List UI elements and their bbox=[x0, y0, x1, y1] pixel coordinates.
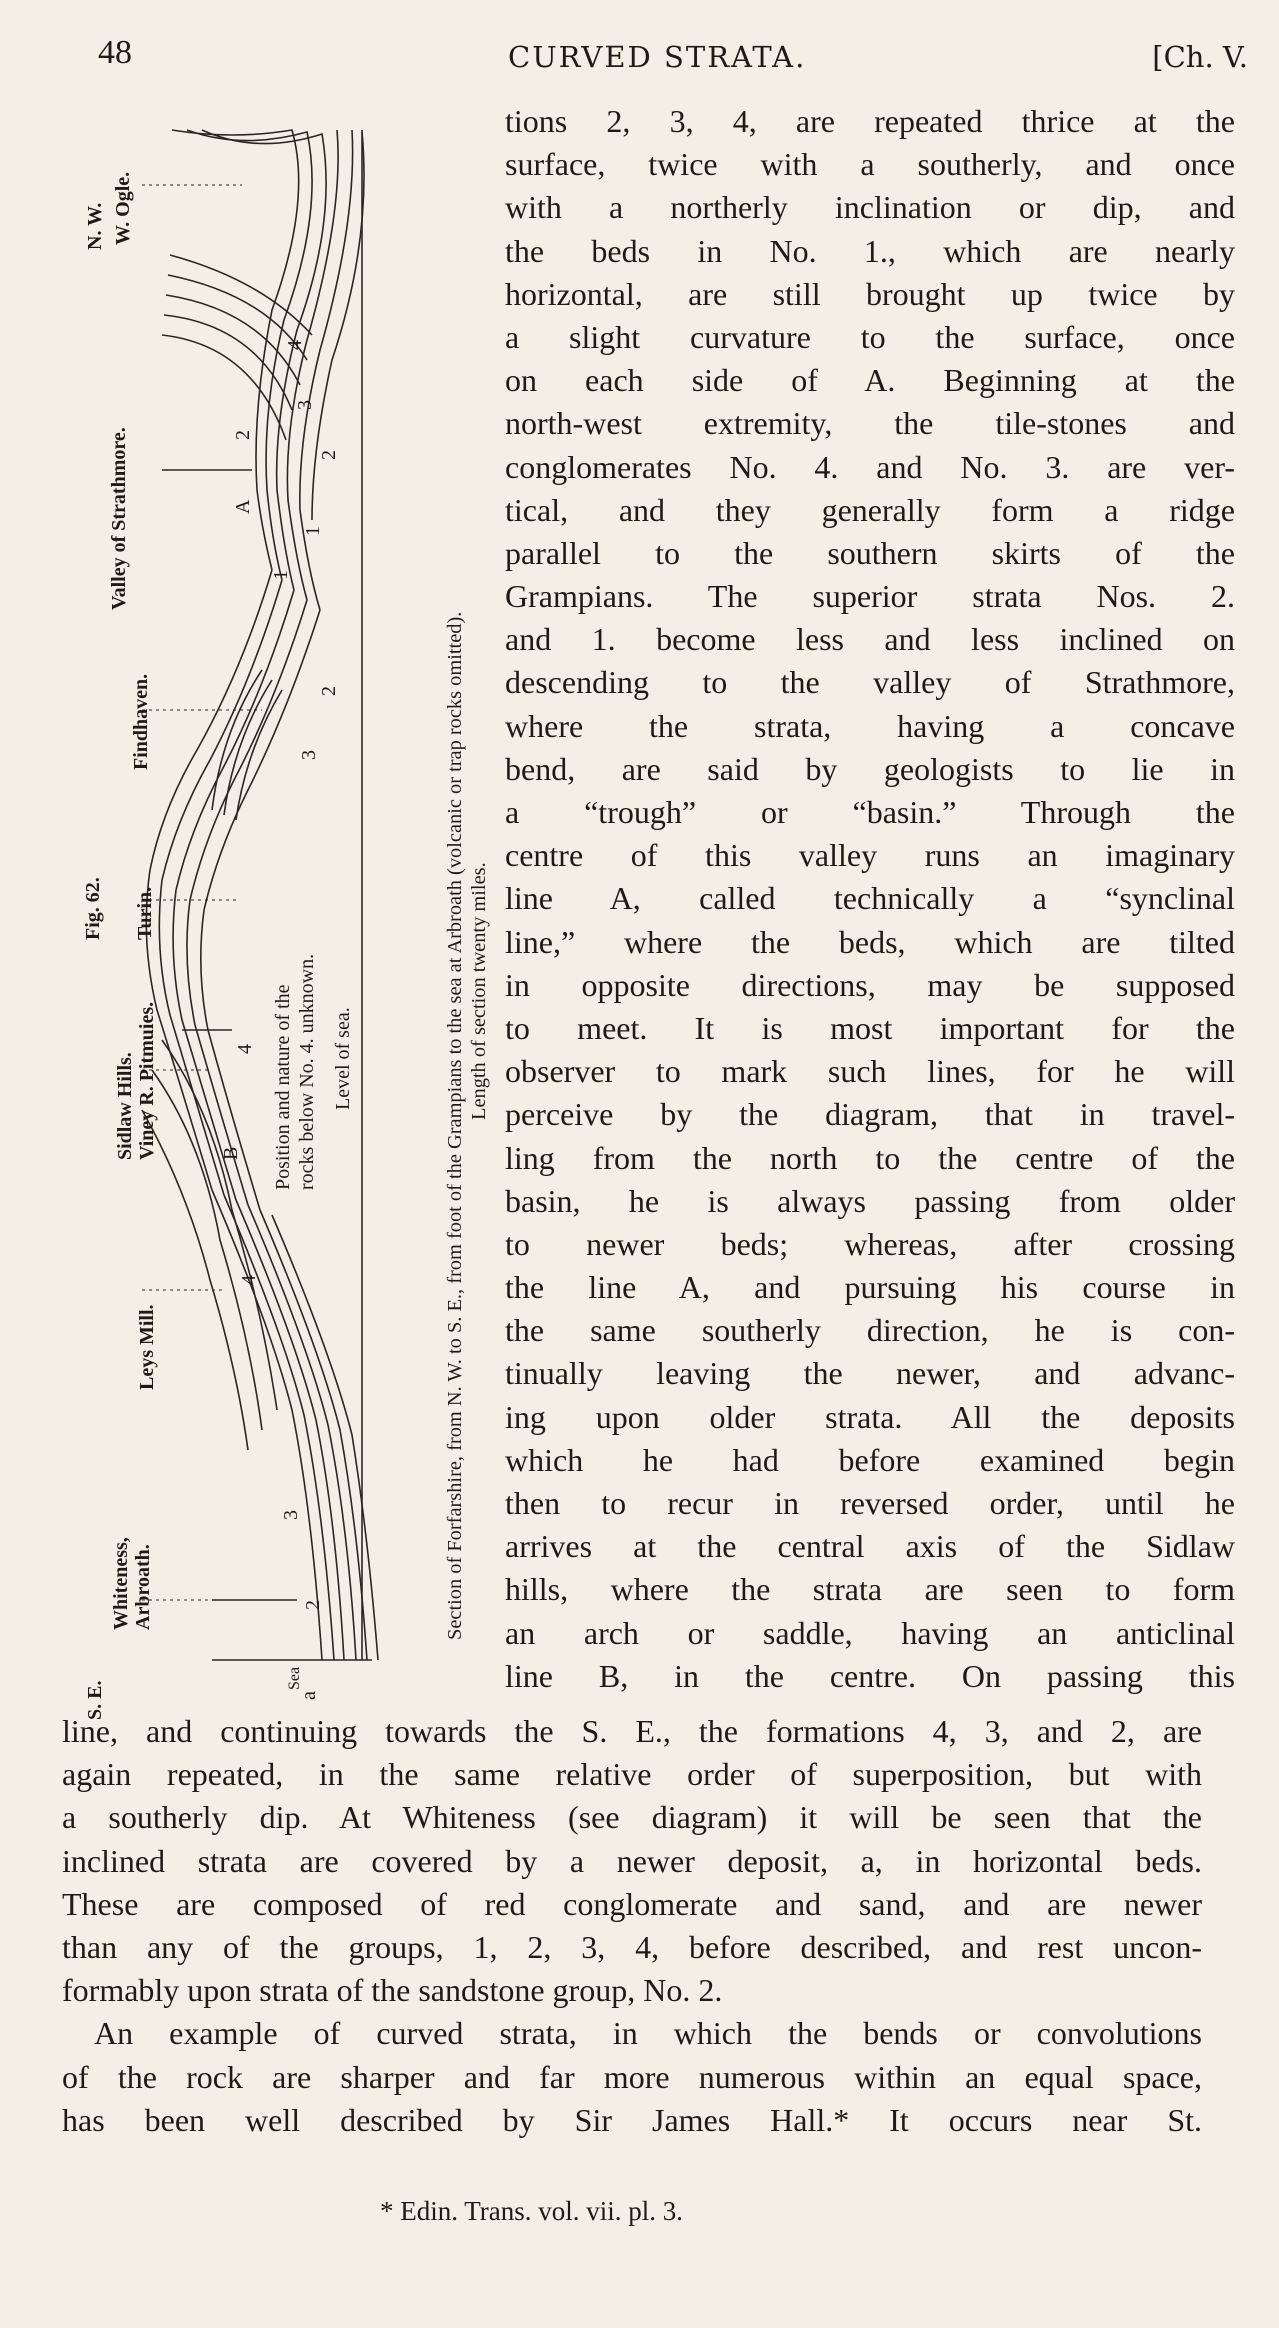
mark-2: 2 bbox=[232, 430, 254, 440]
figure-62 bbox=[62, 110, 542, 1720]
mark-2: 2 bbox=[318, 450, 340, 460]
text-line: the line A, and pursuing his course in bbox=[505, 1269, 1235, 1306]
text-line: basin, he is always passing from older bbox=[505, 1182, 1235, 1219]
full-width-text bbox=[62, 1710, 1202, 2142]
mark-1: 1 bbox=[270, 570, 292, 580]
text-line: then to recur in reversed order, until he bbox=[505, 1485, 1235, 1521]
mark-synclinal-A: A bbox=[232, 499, 254, 514]
text-line: with a northerly inclination or dip, and bbox=[505, 189, 1235, 226]
text-line: These are composed of red conglomerate and sand, and are newer bbox=[62, 1885, 1202, 1922]
chapter-label: [Ch. V. bbox=[1152, 40, 1248, 74]
stratum-line bbox=[162, 580, 282, 880]
note-level-of-sea: Level of sea. bbox=[332, 1007, 354, 1110]
mark-3: 3 bbox=[298, 750, 320, 760]
text-line: descending to the valley of Strathmore, bbox=[505, 664, 1235, 701]
stratum-line bbox=[190, 600, 307, 900]
stratum-line bbox=[176, 590, 294, 890]
text-line: a slight curvature to the surface, once bbox=[505, 318, 1235, 355]
text-line: to newer beds; whereas, after crossing bbox=[505, 1225, 1235, 1262]
place-leys-mill: Leys Mill. bbox=[136, 1304, 158, 1390]
mark-4: 4 bbox=[238, 1275, 260, 1285]
footnote: * Edin. Trans. vol. vii. pl. 3. bbox=[380, 2196, 684, 2226]
text-line: line,” where the beds, which are tilted bbox=[505, 923, 1235, 960]
text-line: Grampians. The superior strata Nos. 2. bbox=[505, 578, 1235, 615]
text-line: tical, and they generally form a ridge bbox=[505, 491, 1235, 528]
text-line: line B, in the centre. On passing this bbox=[505, 1657, 1235, 1694]
text-line: perceive by the diagram, that in travel- bbox=[505, 1096, 1235, 1133]
text-line: than any of the groups, 1, 2, 3, 4, before described, and rest uncon- bbox=[62, 1928, 1202, 1965]
stratum-line bbox=[312, 132, 364, 520]
text-line: a southerly dip. At Whiteness (see diagram) it will be seen that the bbox=[62, 1799, 1202, 1836]
text-line: in opposite directions, may be supposed bbox=[505, 966, 1235, 1003]
text-line: ing upon older strata. All the deposits bbox=[505, 1398, 1235, 1435]
text-line: north-west extremity, the tile-stones and bbox=[505, 405, 1235, 442]
text-line: on each side of A. Beginning at the bbox=[505, 362, 1235, 399]
stratum-line bbox=[162, 1040, 277, 1410]
text-line: horizontal, are still brought up twice by bbox=[505, 275, 1235, 312]
figure-caption: Section of Forfarshire, from N. W. to S. E., from foot of the Grampians to the sea at Arbroath (volcanic or trap rocks omitted). bbox=[444, 611, 466, 1640]
place-viney-pitmuies: Viney R. Pitmuies. bbox=[136, 1001, 158, 1160]
place-valley-of-strathmore: Valley of Strathmore. bbox=[108, 427, 130, 610]
text-line: surface, twice with a southerly, and once bbox=[505, 146, 1235, 183]
text-line: to meet. It is most important for the bbox=[505, 1009, 1235, 1046]
text-line: line A, called technically a “synclinal bbox=[505, 880, 1235, 917]
running-title: CURVED STRATA. bbox=[508, 40, 807, 74]
note-position: Position and nature of the bbox=[272, 984, 294, 1190]
mark-3: 3 bbox=[280, 1510, 302, 1520]
text-line: tinually leaving the newer, and advanc- bbox=[505, 1355, 1235, 1392]
text-line: arrives at the central axis of the Sidlaw bbox=[505, 1528, 1235, 1565]
text-line: tions 2, 3, 4, are repeated thrice at the bbox=[505, 103, 1235, 139]
text-line: an arch or saddle, having an anticlinal bbox=[505, 1614, 1235, 1651]
place-turin: Turin. bbox=[134, 886, 156, 940]
compass-se: S. E. bbox=[84, 1680, 106, 1720]
text-line: inclined strata are covered by a newer deposit, a, in horizontal beds. bbox=[62, 1842, 1202, 1879]
place-w-ogle: W. Ogle. bbox=[112, 171, 134, 245]
stratum-line bbox=[159, 880, 224, 1195]
text-line: ling from the north to the centre of the bbox=[505, 1139, 1235, 1176]
text-line: where the strata, having a concave bbox=[505, 707, 1235, 744]
text-line: centre of this valley runs an imaginary bbox=[505, 837, 1235, 874]
place-sidlaw-hills: Sidlaw Hills. bbox=[114, 1052, 136, 1160]
page-number: 48 bbox=[98, 34, 132, 71]
text-line: observer to mark such lines, for he will bbox=[505, 1053, 1235, 1090]
side-text-column bbox=[505, 100, 1235, 1698]
place-whiteness: Whiteness, bbox=[110, 1537, 132, 1630]
text-line: again repeated, in the same relative order of superposition, but with bbox=[62, 1756, 1202, 1793]
text-line: bend, are said by geologists to lie in bbox=[505, 750, 1235, 787]
figure-caption-length: Length of section twenty miles. bbox=[468, 862, 490, 1120]
fig-label: Fig. 62. bbox=[82, 877, 104, 940]
place-sea: Sea bbox=[286, 1666, 303, 1690]
mark-3: 3 bbox=[294, 400, 316, 410]
mark-2: 2 bbox=[318, 686, 340, 696]
stratum-line bbox=[170, 255, 312, 335]
text-line: An example of curved strata, in which the bends or convolutions bbox=[94, 2015, 1202, 2052]
place-findhaven: Findhaven. bbox=[130, 673, 152, 770]
mark-4: 4 bbox=[234, 1044, 256, 1054]
stratum-line bbox=[201, 910, 260, 1210]
text-line: and 1. become less and less inclined on bbox=[505, 621, 1235, 658]
mark-deposit-a: a bbox=[298, 1691, 320, 1700]
text-line: has been well described by Sir James Hall.* It occurs near St. bbox=[62, 2101, 1202, 2138]
text-line: formably upon strata of the sandstone group, No. 2. bbox=[62, 1972, 723, 2009]
mark-anticlinal-B: B bbox=[220, 1146, 242, 1160]
text-line: a “trough” or “basin.” Through the bbox=[505, 794, 1235, 830]
mark-1: 1 bbox=[302, 526, 324, 536]
text-line: the beds in No. 1., which are nearly bbox=[505, 232, 1235, 269]
page-header bbox=[98, 34, 1248, 86]
stratum-line bbox=[224, 680, 272, 815]
text-line: line, and continuing towards the S. E., the formations 4, 3, and 2, are bbox=[62, 1713, 1202, 1749]
text-line: of the rock are sharper and far more numerous within an equal space, bbox=[62, 2058, 1202, 2095]
stratum-line bbox=[164, 315, 292, 410]
text-line: which he had before examined begin bbox=[505, 1441, 1235, 1478]
note-rocks: rocks below No. 4. unknown. bbox=[296, 953, 318, 1190]
stratum-line bbox=[150, 570, 272, 870]
place-arbroath: Arbroath. bbox=[132, 1544, 154, 1630]
text-line: the same southerly direction, he is con- bbox=[505, 1312, 1235, 1349]
mark-2: 2 bbox=[302, 1600, 324, 1610]
text-line: conglomerates No. 4. and No. 3. are ver- bbox=[505, 448, 1235, 485]
compass-nw: N. W. bbox=[84, 202, 106, 250]
text-line: hills, where the strata are seen to form bbox=[505, 1571, 1235, 1608]
mark-4: 4 bbox=[284, 340, 306, 350]
text-line: parallel to the southern skirts of the bbox=[505, 534, 1235, 571]
